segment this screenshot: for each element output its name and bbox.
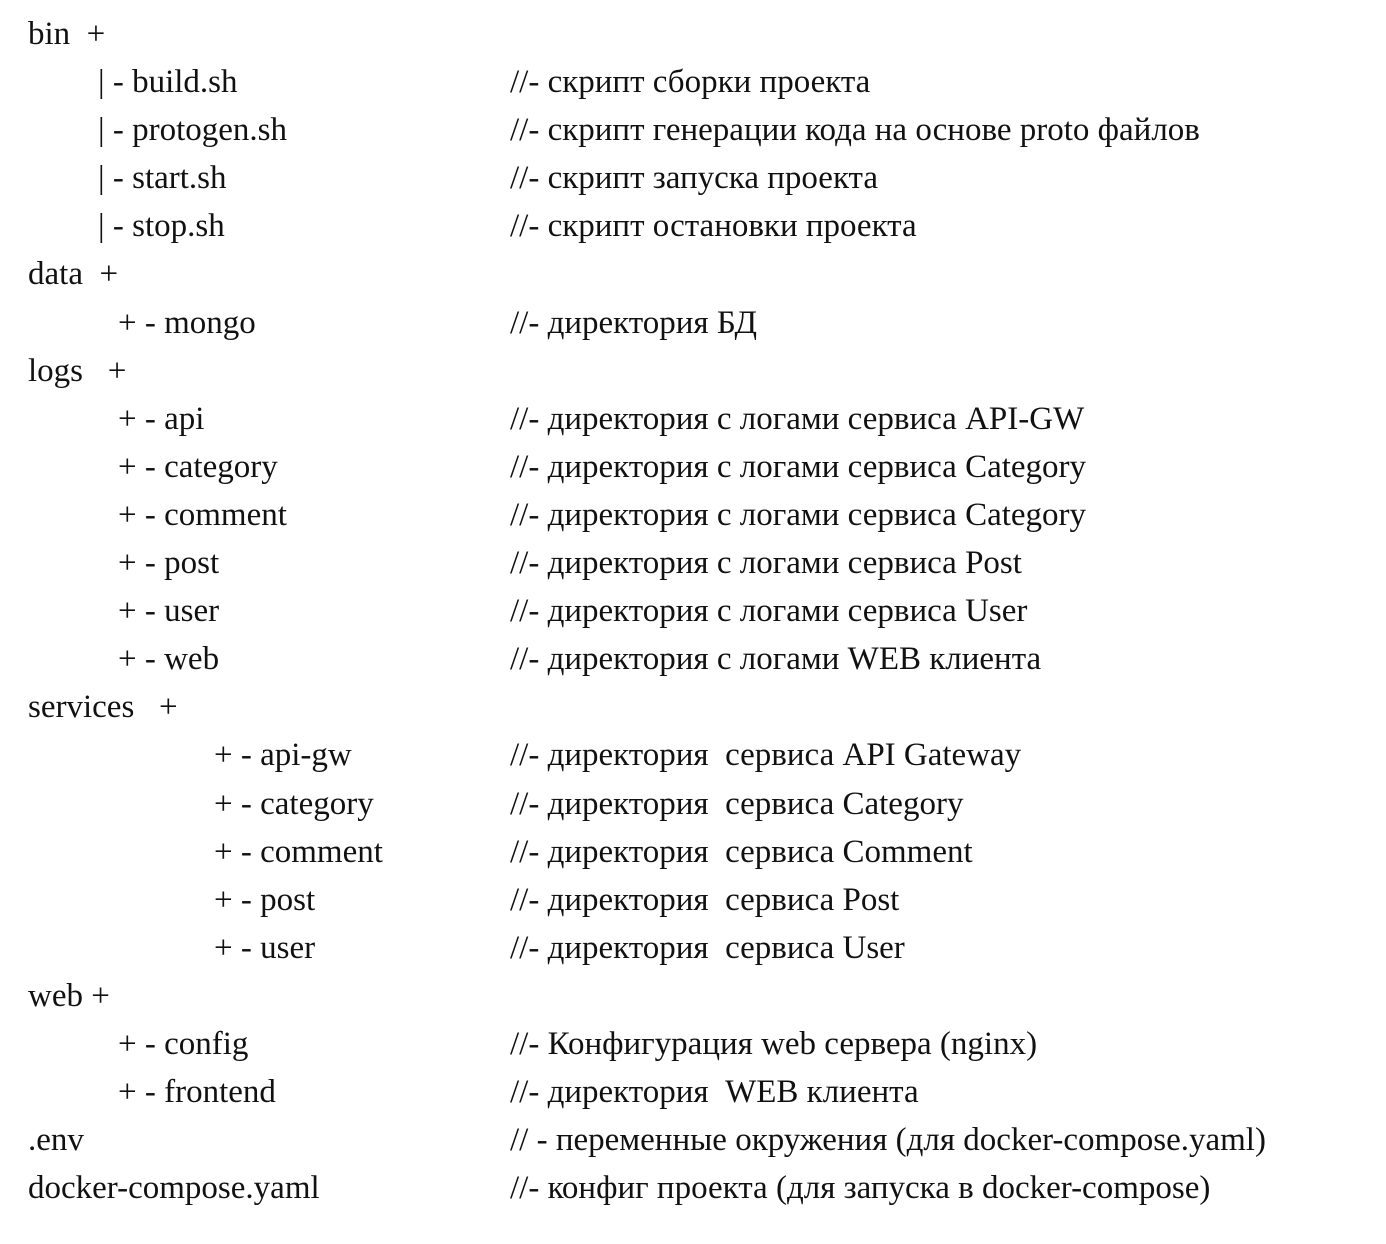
tree-row [0,635,1386,683]
directory-tree [0,10,1386,1212]
tree-entry-name: + - mongo [118,304,256,341]
tree-row [0,106,1386,154]
tree-row [0,731,1386,779]
tree-entry-comment: //- скрипт сборки проекта [510,64,871,101]
tree-entry-comment: //- директория сервиса Comment [510,833,973,870]
tree-entry-comment: //- скрипт остановки проекта [510,208,917,245]
tree-entry-name: + - comment [118,496,287,533]
tree-entry-name: + - comment [214,833,383,870]
tree-entry-comment: // - переменные окружения (для docker-compose.yaml) [510,1122,1266,1159]
tree-entry-name: | - protogen.sh [98,112,287,149]
tree-row [0,154,1386,202]
tree-row [0,876,1386,924]
tree-entry-comment: //- директория с логами сервиса Category [510,448,1087,485]
tree-entry-comment: //- директория БД [510,304,758,341]
tree-row [0,780,1386,828]
tree-entry-comment: //- конфиг проекта (для запуска в docker-compose) [510,1170,1211,1207]
tree-entry-comment: //- директория с логами сервиса Post [510,545,1022,582]
tree-row [0,58,1386,106]
tree-row [0,10,1386,58]
tree-entry-name: docker-compose.yaml [28,1170,320,1207]
tree-entry-name: | - stop.sh [98,208,225,245]
tree-entry-name: + - config [118,1025,249,1062]
tree-row [0,1164,1386,1212]
tree-entry-name: + - category [214,785,374,822]
tree-entry-name: | - start.sh [98,160,227,197]
tree-entry-comment: //- директория с логами сервиса API-GW [510,400,1085,437]
tree-entry-name: + - web [118,641,220,678]
tree-entry-name: + - frontend [118,1074,276,1111]
tree-entry-comment: //- скрипт запуска проекта [510,160,879,197]
tree-entry-name: bin + [28,16,106,52]
tree-entry-comment: //- директория сервиса Category [510,785,964,822]
tree-entry-name: data + [28,256,119,293]
tree-row [0,1068,1386,1116]
tree-row [0,299,1386,347]
tree-entry-comment: //- директория сервиса User [510,929,905,966]
tree-entry-name: + - post [214,881,316,918]
tree-entry-name: web + [28,977,110,1014]
tree-entry-comment: //- директория с логами сервиса Category [510,496,1087,533]
tree-entry-name: | - build.sh [98,64,238,101]
tree-row [0,828,1386,876]
tree-entry-name: services + [28,689,178,726]
tree-entry-comment: //- директория с логами WEB клиента [510,641,1042,678]
tree-row [0,924,1386,972]
tree-entry-comment: //- директория WEB клиента [510,1074,919,1111]
tree-row [0,1116,1386,1164]
tree-row [0,202,1386,250]
tree-entry-name: + - post [118,545,220,582]
tree-entry-name: + - user [118,593,220,630]
tree-row [0,587,1386,635]
tree-entry-name: logs + [28,352,127,389]
tree-row [0,395,1386,443]
tree-entry-comment: //- скрипт генерации кода на основе proto файлов [510,112,1200,149]
tree-row [0,972,1386,1020]
tree-entry-name: + - api [118,400,205,437]
tree-entry-name: + - user [214,929,316,966]
tree-row [0,443,1386,491]
tree-entry-comment: //- директория сервиса Post [510,881,900,918]
tree-row [0,491,1386,539]
tree-row [0,539,1386,587]
tree-row [0,1020,1386,1068]
tree-entry-name: + - category [118,448,278,485]
tree-row [0,250,1386,298]
tree-entry-comment: //- директория сервиса API Gateway [510,737,1022,774]
tree-row [0,347,1386,395]
tree-entry-comment: //- директория с логами сервиса User [510,593,1028,630]
tree-row [0,683,1386,731]
tree-entry-name: .env [28,1122,84,1159]
tree-entry-name: + - api-gw [214,737,352,774]
tree-entry-comment: //- Конфигурация web сервера (nginx) [510,1025,1038,1062]
